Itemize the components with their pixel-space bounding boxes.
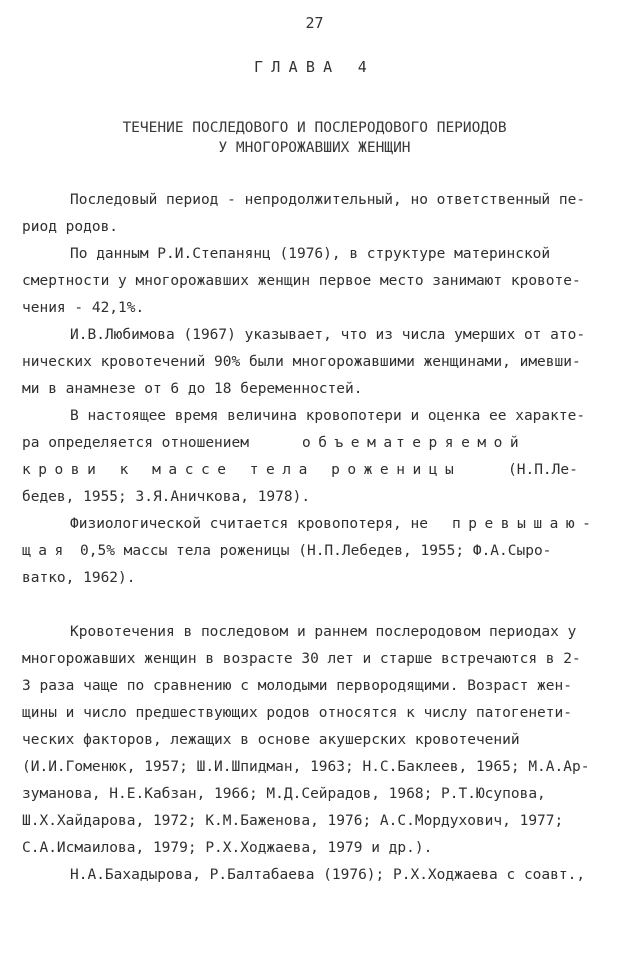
spaced-emphasis: теряемой [396,435,527,451]
spaced-emphasis: объема [302,435,400,451]
text-line: И.В.Любимова (1967) указывает, что из числа умерших от ато- [70,327,586,343]
text-line: ми в анамнезе от 6 до 18 беременностей. [22,381,363,397]
page-number: 27 [305,14,324,32]
text-line: риод родов. [22,219,119,235]
spaced-emphasis: щая [22,543,71,559]
chapter-title-line: У МНОГОРОЖАВШИХ ЖЕНЩИН [218,140,411,156]
text-line: В настоящее время величина кровопотери и оценка ее характе- [70,408,586,424]
text-line: Ш.Х.Хайдарова, 1972; К.М.Баженова, 1976; А.С.Мордухович, 1977; [22,813,564,829]
text-line: 0,5% массы тела роженицы (Н.П.Лебедев, 1955; Ф.А.Сыро- [80,543,552,559]
text-line: ческих факторов, лежащих в основе акушерских кровотечений [22,732,520,748]
text-line: щины и число предшествующих родов относятся к числу патогенети- [22,705,572,721]
spaced-emphasis: превышаю- [452,516,599,532]
text-line: Физиологической считается кровопотеря, не [70,516,428,532]
chapter-heading: ГЛАВА 4 [254,58,375,76]
text-line: смертности у многорожавших женщин первое место занимают кровоте- [22,273,581,289]
chapter-title-line: ТЕЧЕНИЕ ПОСЛЕДОВОГО И ПОСЛЕРОДОВОГО ПЕРИОДОВ [122,120,507,136]
text-line: зуманова, Н.Е.Кабзан, 1966; М.Д.Сейрадов, 1968; Р.Т.Юсупова, [22,786,546,802]
text-line: С.А.Исмаилова, 1979; Р.Х.Ходжаева, 1979 и др.). [22,840,433,856]
chapter-title [0,118,629,158]
text-line: (Н.П.Ле- [508,462,578,478]
text-line: (И.И.Гоменюк, 1957; Ш.И.Шпидман, 1963; Н.С.Баклеев, 1965; М.А.Ар- [22,759,590,775]
text-line: Н.А.Бахадырова, Р.Балтабаева (1976); Р.Х.Ходжаева с соавт., [70,867,586,883]
text-line: ватко, 1962). [22,570,136,586]
text-line: ра определяется отношением [22,435,249,451]
text-line: многорожавших женщин в возрасте 30 лет и старше встречаются в 2- [22,651,581,667]
text-line: 3 раза чаще по сравнению с молодыми первородящими. Возраст жен- [22,678,572,694]
text-line: бедев, 1955; З.Я.Аничкова, 1978). [22,489,311,505]
spaced-emphasis: крови к массе тела роженицы [22,462,462,478]
text-line: нических кровотечений 90% были многорожавшими женщинами, имевши- [22,354,581,370]
text-line: чения - 42,1%. [22,300,145,316]
text-line: По данным Р.И.Степанянц (1976), в структуре материнской [70,246,551,262]
text-line: Последовый период - непродолжительный, но ответственный пе- [70,192,586,208]
text-line: Кровотечения в последовом и раннем послеродовом периодах у [70,624,577,640]
